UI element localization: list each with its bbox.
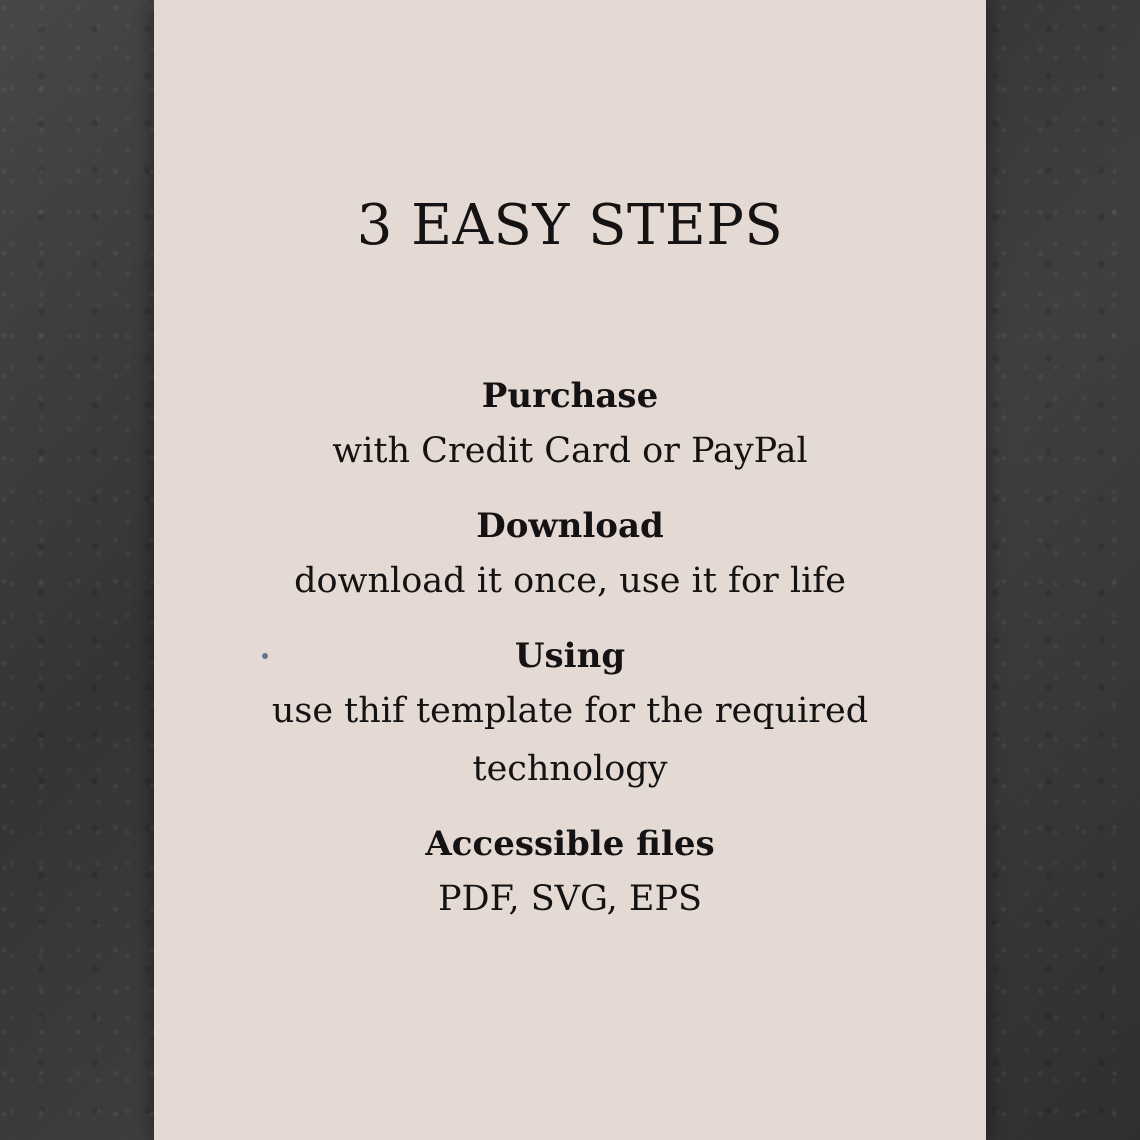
card-title: 3 EASY STEPS (356, 193, 784, 258)
step-description: PDF, SVG, EPS (438, 879, 702, 919)
step-heading: Using (514, 636, 626, 676)
step-using (154, 632, 986, 798)
step-heading: Purchase (481, 376, 659, 416)
step-description: with Credit Card or PayPal (332, 431, 808, 471)
step-heading: Accessible files (425, 824, 715, 864)
step-heading: Download (476, 506, 664, 546)
step-download (154, 502, 986, 610)
step-accessible-files (154, 820, 986, 928)
step-description: download it once, use it for life (294, 561, 846, 601)
stray-dot (262, 653, 268, 659)
info-card (154, 0, 986, 1140)
step-purchase (154, 372, 986, 480)
step-description: use thif template for the required technology (271, 691, 869, 789)
steps-list (154, 372, 986, 950)
